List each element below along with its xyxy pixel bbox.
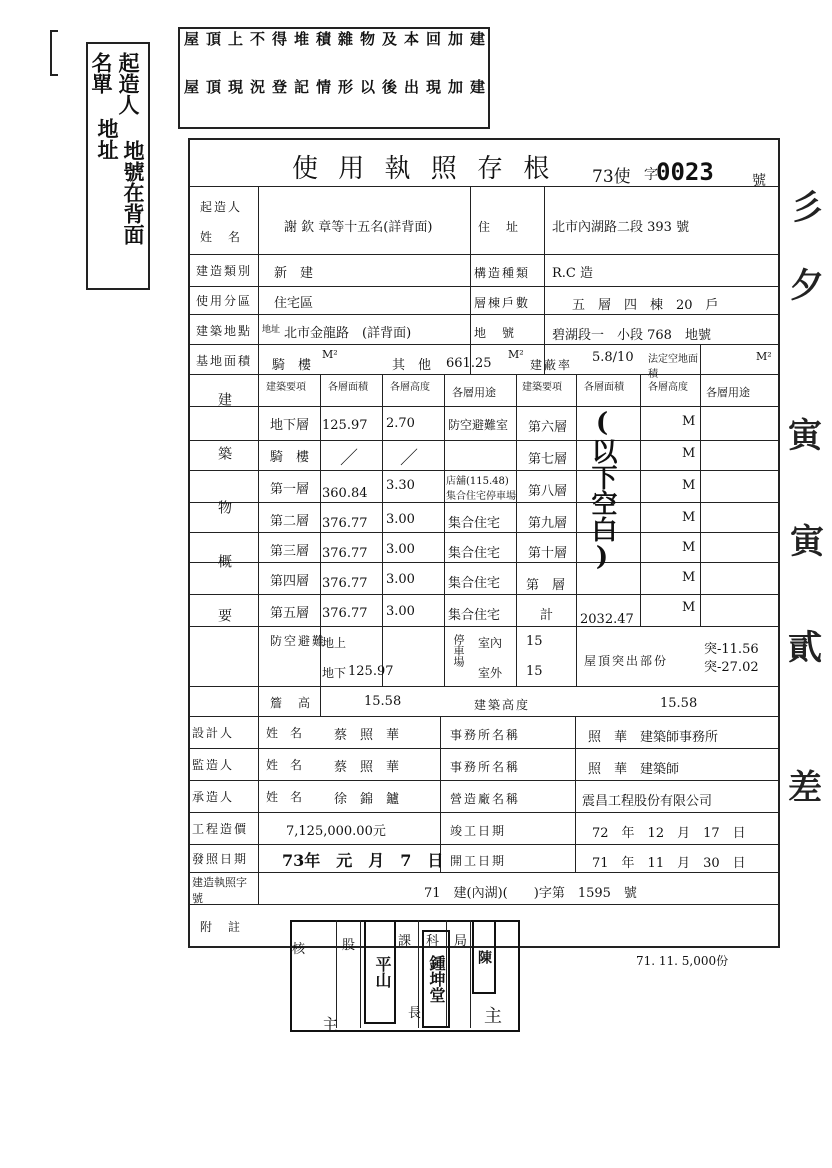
contractor-value: 徐 錦 鑪 [334,792,400,807]
lot-label: 地 號 [474,326,517,340]
office-value: 照 華 建築師事務所 [588,730,719,745]
start-value: 71 年 11 月 30 日 [592,856,746,871]
base-other-value: 661.25 [446,356,492,371]
base-label: 基地面積 [196,354,253,368]
roof-value: 突-27.02 [704,660,759,675]
permit-no-value: 0023 [656,158,714,186]
seal-chen: 陳 [472,920,496,994]
firm-value: 震昌工程股份有限公司 [582,794,713,809]
type-value: 新 建 [274,266,314,281]
address-label: 住 址 [478,220,521,234]
address-value: 北市內湖路二段 393 號 [552,220,690,235]
other-label: 其 他 [392,358,432,373]
form-title: 使 用 執 照 存 根 [292,154,556,184]
permit-no-suffix: 號 [752,173,766,189]
outdoor-value: 15 [526,664,543,679]
seal-ping-shan: 平山 [364,920,396,1024]
roof-label: 屋頂突出部份 [584,654,669,668]
supervisor-value: 蔡 照 華 [334,760,400,775]
site-label: 建築地點 [196,324,253,338]
eave-value: 15.58 [364,694,402,709]
type-label: 建造類別 [196,264,253,278]
ratio-label: 建蔽率 [530,358,573,372]
permit-value: 71 建(內湖)( )字第 1595 號 [424,886,637,901]
designer-value: 蔡 照 華 [334,728,400,743]
applicant-value: 謝 欽 章等十五名(詳背面) [284,220,433,235]
print-footer: 71. 11. 5,000份 [636,954,729,968]
note-col: 名單 [89,52,114,94]
floors-label: 層棟戶數 [474,296,531,310]
cost-value: 7,125,000.00元 [286,824,386,839]
structure-label: 構造種類 [474,266,531,280]
parking-label: 停車場 [452,634,465,667]
roof-value: 突-11.56 [704,642,759,657]
corner-bracket [50,30,58,76]
shelter-label: 防空避難 [270,634,327,648]
note-col: 起造人 [116,52,141,115]
floors-value: 五 層 四 棟 20 戶 [572,298,719,313]
arcade-label: 騎 樓 [272,358,312,373]
total-area: 2032.47 [580,612,634,627]
site-value: 北市金龍路 (詳背面) [284,326,412,341]
note-col: 地址 [95,118,120,160]
below-label: 地下 [322,666,347,680]
structure-value: R.C 造 [552,266,593,281]
ratio-value: 5.8/10 [592,350,634,365]
notice-row: 屋 頂 現 況 登 記 情 形 以 後 出 現 加 建 [184,78,486,96]
note-col: 地號在背面 [121,140,146,245]
name-label: 姓 名 [200,230,243,244]
indoor-value: 15 [526,634,543,649]
above-label: 地上 [322,636,347,650]
zone-value: 住宅區 [274,296,314,311]
blank-mark: (以下空白) [587,408,617,572]
building-label: 建築物概要 [216,392,232,662]
lot-value: 碧湖段一 小段 768 地號 [552,328,711,343]
openspace-label: 法定空地面積 [648,354,698,380]
site-sub: 地址 [262,325,281,335]
complete-value: 72 年 12 月 17 日 [592,826,746,841]
seal-zhong-kun-tang: 鍾坤堂 [422,930,450,1028]
notice-row: 屋 頂 上 不 得 堆 積 雜 物 及 本 回 加 建 [184,30,486,48]
zone-label: 使用分區 [196,294,253,308]
applicant-label: 起造人 [200,200,243,214]
permit-no-char: 字 [644,167,658,183]
permit-no-prefix: 73使 [592,167,631,187]
issue-value: 73年 元 月 7 日 [282,851,444,870]
building-height-value: 15.58 [660,696,698,711]
below-value: 125.97 [348,664,394,679]
rooftop-notice-box [178,27,490,129]
